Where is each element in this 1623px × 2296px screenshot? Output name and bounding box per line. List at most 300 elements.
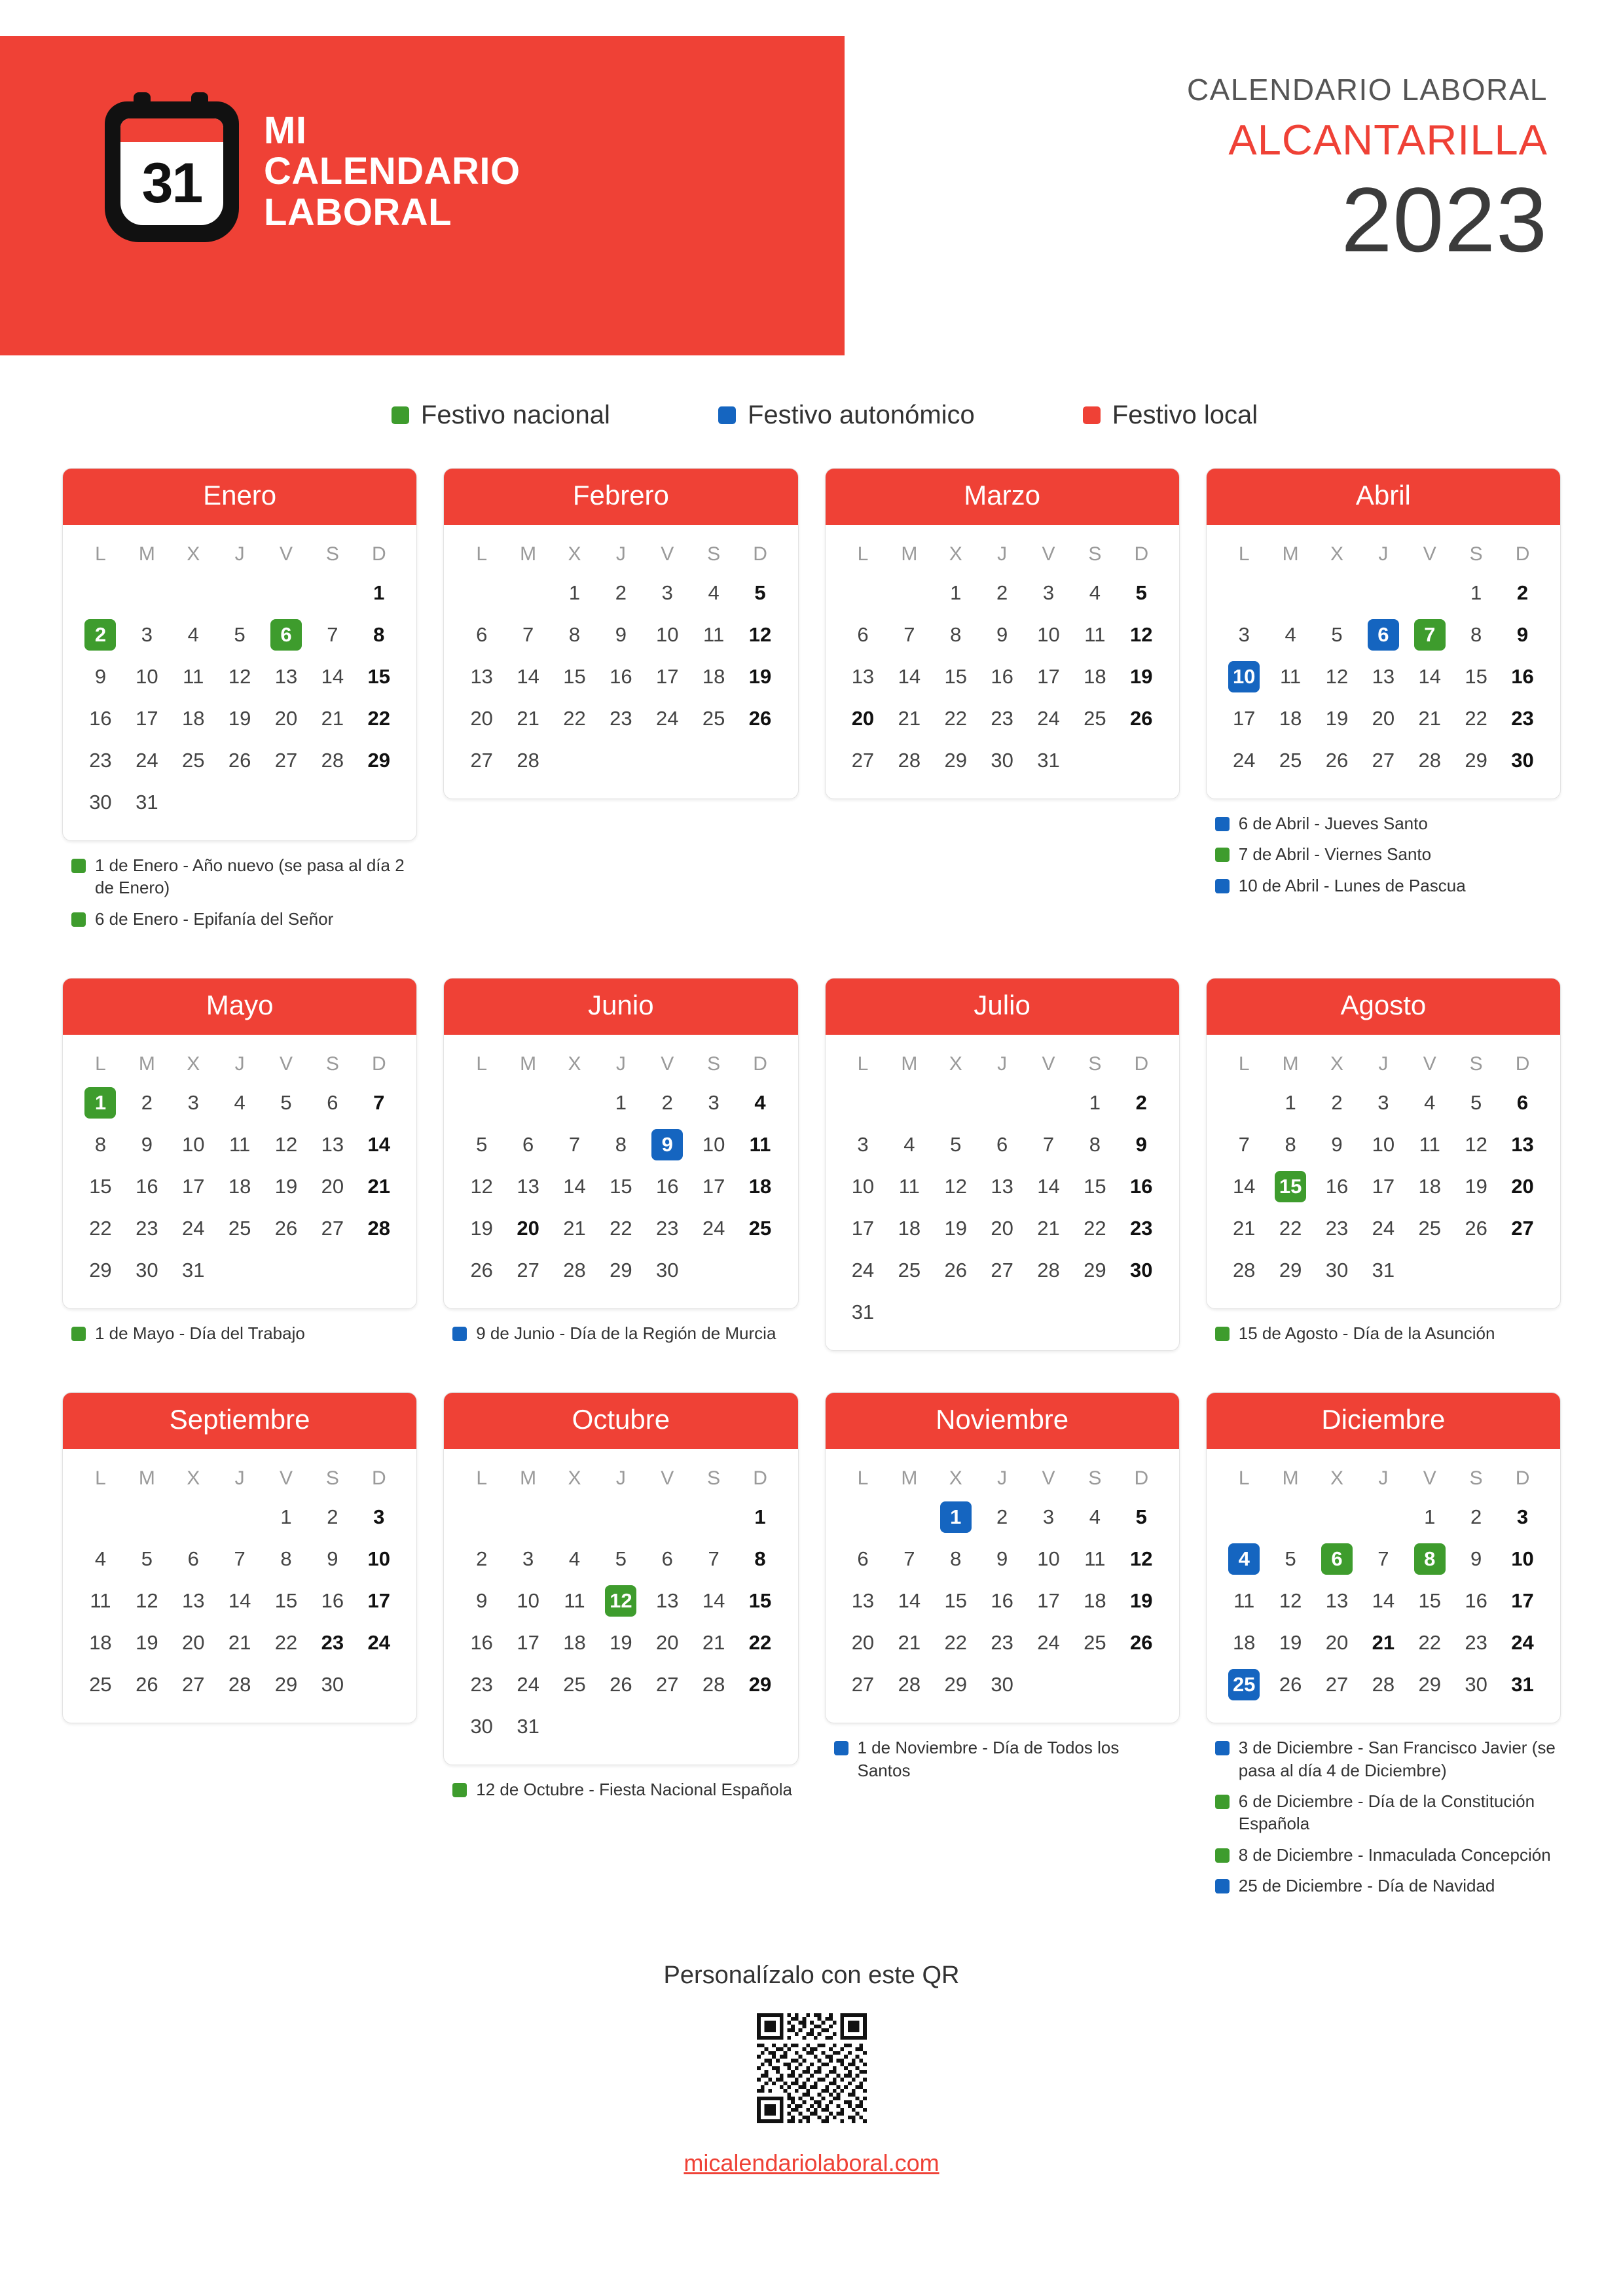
weekday-header: L xyxy=(95,543,106,565)
day-cell xyxy=(1118,1580,1165,1622)
weekday-header: S xyxy=(1088,543,1102,565)
day-cell xyxy=(1072,1580,1118,1622)
day-cell xyxy=(1072,1496,1118,1538)
day-cell xyxy=(1267,1538,1314,1580)
day-cell xyxy=(458,1124,505,1166)
weekday-header: M xyxy=(1282,1467,1299,1490)
day-cell xyxy=(356,572,402,614)
day-cell-empty xyxy=(598,1706,644,1748)
day-number: 22 xyxy=(944,1631,967,1655)
day-cell xyxy=(124,781,170,823)
day-cell xyxy=(1221,1538,1267,1580)
day-cell xyxy=(1267,1208,1314,1249)
day-cell xyxy=(644,698,691,740)
day-number: 10 xyxy=(1372,1132,1395,1156)
day-cell-empty xyxy=(1025,1291,1072,1333)
week-row xyxy=(458,1166,783,1208)
day-number: 25 xyxy=(898,1258,921,1282)
weekday-header: S xyxy=(1469,1467,1483,1490)
weekday-header: V xyxy=(1423,543,1436,565)
day-cell xyxy=(263,1664,310,1706)
day-cell xyxy=(1025,1124,1072,1166)
calendar-icon-inner xyxy=(120,118,223,225)
day-cell xyxy=(840,1538,886,1580)
day-cell xyxy=(979,656,1025,698)
day-cell-empty xyxy=(356,781,402,823)
day-cell xyxy=(170,1124,217,1166)
day-cell-empty xyxy=(1453,1249,1499,1291)
day-number: 5 xyxy=(1470,1090,1482,1114)
day-number: 8 xyxy=(568,623,581,646)
day-cell xyxy=(691,1664,737,1706)
holiday-note-swatch-icon xyxy=(1215,879,1230,893)
weekday-header: M xyxy=(1282,543,1299,565)
day-cell xyxy=(598,1249,644,1291)
day-cell xyxy=(1267,1622,1314,1664)
day-number: 5 xyxy=(476,1132,488,1156)
week-row xyxy=(77,1622,402,1664)
weekday-header: V xyxy=(1042,1467,1055,1490)
day-number: 1 xyxy=(950,581,962,604)
day-cell xyxy=(1453,572,1499,614)
day-cell xyxy=(1118,1208,1165,1249)
weekday-header: M xyxy=(901,1467,918,1490)
day-number: 28 xyxy=(367,1216,391,1240)
brand-line-2: CALENDARIO xyxy=(264,150,520,193)
day-cell xyxy=(1267,614,1314,656)
day-number: 31 xyxy=(136,791,158,814)
day-cell xyxy=(217,698,263,740)
holiday-notes xyxy=(1206,812,1561,897)
days-table xyxy=(458,1045,783,1291)
day-number: 3 xyxy=(661,581,673,604)
day-cell xyxy=(598,1664,644,1706)
day-cell xyxy=(124,1082,170,1124)
legend-label-national: Festivo nacional xyxy=(420,401,610,429)
holiday-note xyxy=(71,908,413,930)
day-number: 10 xyxy=(1037,1547,1060,1571)
weekday-header: D xyxy=(1515,543,1530,565)
weekday-header: V xyxy=(661,1467,674,1490)
days-table xyxy=(840,535,1165,781)
day-cell xyxy=(1314,1580,1360,1622)
holiday-note-text: 9 de Junio - Día de la Región de Murcia xyxy=(476,1323,776,1343)
day-cell xyxy=(1499,698,1546,740)
day-cell-empty xyxy=(691,740,737,781)
day-cell xyxy=(551,1124,598,1166)
day-cell xyxy=(1314,656,1360,698)
day-number: 8 xyxy=(950,623,962,646)
day-number: 28 xyxy=(1372,1673,1395,1696)
holiday-note-text: 12 de Octubre - Fiesta Nacional Española xyxy=(476,1780,792,1800)
day-cell xyxy=(124,1538,170,1580)
weekday-header: J xyxy=(1378,543,1389,565)
day-cell xyxy=(598,572,644,614)
day-number: 26 xyxy=(1130,1631,1153,1655)
day-cell xyxy=(458,1166,505,1208)
holiday-note xyxy=(1215,1790,1557,1835)
weekday-header: D xyxy=(753,1467,767,1490)
week-row xyxy=(77,1082,402,1124)
day-cell-empty xyxy=(263,781,310,823)
day-number: 11 xyxy=(1084,623,1106,646)
day-cell xyxy=(1360,740,1406,781)
calendar-icon-number: 31 xyxy=(141,152,202,215)
legend-swatch-regional-icon xyxy=(718,406,736,424)
day-number: 19 xyxy=(1130,665,1153,688)
day-cell xyxy=(598,1580,644,1622)
day-cell xyxy=(356,740,402,781)
day-cell xyxy=(124,1622,170,1664)
day-number: 29 xyxy=(274,1673,298,1696)
day-number: 19 xyxy=(228,707,251,730)
day-number: 22 xyxy=(367,707,391,730)
day-cell xyxy=(505,1706,551,1748)
day-cell xyxy=(840,1249,886,1291)
day-number: 19 xyxy=(748,665,772,688)
month-block xyxy=(62,1392,417,1905)
day-cell xyxy=(644,1124,691,1166)
day-cell xyxy=(1453,698,1499,740)
header-subtitle: CALENDARIO LABORAL xyxy=(1186,73,1548,107)
day-number: 20 xyxy=(470,707,493,730)
holiday-note-swatch-icon xyxy=(834,1741,848,1755)
week-row xyxy=(1221,698,1546,740)
day-number: 15 xyxy=(944,665,967,688)
week-row xyxy=(458,1124,783,1166)
day-cell-empty xyxy=(505,1496,551,1538)
day-number: 23 xyxy=(470,1673,493,1696)
day-number: 29 xyxy=(610,1258,632,1282)
day-cell xyxy=(691,614,737,656)
weekday-header: M xyxy=(138,543,155,565)
weekday-header-row xyxy=(458,535,783,572)
day-cell xyxy=(1072,1208,1118,1249)
day-cell-empty xyxy=(1118,1664,1165,1706)
holiday-note-text: 25 de Diciembre - Día de Navidad xyxy=(1238,1875,1495,1895)
day-cell-empty xyxy=(170,1496,217,1538)
day-number: 17 xyxy=(181,1174,205,1198)
holiday-note-swatch-icon xyxy=(71,859,86,873)
day-cell xyxy=(691,656,737,698)
month-block xyxy=(1206,978,1561,1353)
day-number: 4 xyxy=(903,1132,915,1156)
day-cell xyxy=(1499,740,1546,781)
day-number: 19 xyxy=(136,1631,158,1655)
day-number: 4 xyxy=(234,1090,246,1114)
day-cell xyxy=(309,1166,356,1208)
day-cell xyxy=(737,1124,784,1166)
day-cell xyxy=(309,1208,356,1249)
day-number: 3 xyxy=(1238,623,1250,646)
day-number: 7 xyxy=(903,623,915,646)
day-cell-empty xyxy=(1025,1082,1072,1124)
week-row xyxy=(77,1580,402,1622)
day-cell xyxy=(263,614,310,656)
day-cell xyxy=(737,572,784,614)
weekday-header: L xyxy=(95,1467,106,1490)
day-cell xyxy=(505,1166,551,1208)
day-number: 13 xyxy=(1325,1589,1349,1613)
day-cell-empty xyxy=(217,1249,263,1291)
day-cell xyxy=(979,1664,1025,1706)
day-cell xyxy=(886,1580,932,1622)
holiday-note-text: 1 de Noviembre - Día de Todos los Santos xyxy=(857,1738,1120,1780)
day-cell xyxy=(598,698,644,740)
day-number: 4 xyxy=(1424,1090,1436,1114)
day-cell xyxy=(1406,1622,1453,1664)
month-card xyxy=(825,978,1180,1351)
week-row xyxy=(458,614,783,656)
day-cell xyxy=(1314,1208,1360,1249)
month-card xyxy=(825,468,1180,799)
weekday-header: X xyxy=(187,1467,200,1490)
day-number: 15 xyxy=(610,1174,632,1198)
day-cell xyxy=(1453,1166,1499,1208)
day-cell xyxy=(1267,740,1314,781)
day-cell xyxy=(932,572,979,614)
month-calendar xyxy=(444,1449,797,1765)
day-number: 22 xyxy=(748,1631,772,1655)
day-number: 31 xyxy=(851,1300,875,1323)
day-cell xyxy=(505,740,551,781)
day-cell xyxy=(1499,1166,1546,1208)
day-cell-empty xyxy=(217,572,263,614)
day-number: 9 xyxy=(1331,1132,1343,1156)
day-cell xyxy=(170,1664,217,1706)
day-number: 24 xyxy=(1511,1631,1534,1655)
day-number: 2 xyxy=(141,1090,153,1114)
day-number: 26 xyxy=(274,1216,298,1240)
day-cell xyxy=(932,1124,979,1166)
day-number: 16 xyxy=(1325,1174,1349,1198)
day-cell xyxy=(505,1538,551,1580)
month-card xyxy=(1206,978,1561,1309)
day-number: 19 xyxy=(1465,1174,1487,1198)
week-row xyxy=(77,656,402,698)
week-row xyxy=(1221,1208,1546,1249)
holiday-notes xyxy=(1206,1736,1561,1897)
day-cell xyxy=(1072,1249,1118,1291)
day-cell xyxy=(1221,1208,1267,1249)
holiday-note-text: 3 de Diciembre - San Francisco Javier (se pasa al día 4 de Diciembre) xyxy=(1238,1738,1556,1780)
day-cell-empty xyxy=(1072,740,1118,781)
day-cell-empty xyxy=(356,1664,402,1706)
weekday-header: D xyxy=(1515,1467,1530,1490)
weekday-header: S xyxy=(325,1467,339,1490)
day-number: 10 xyxy=(1037,623,1060,646)
day-number: 23 xyxy=(1325,1216,1349,1240)
day-number: 1 xyxy=(84,1087,116,1119)
holiday-note-text: 6 de Abril - Jueves Santo xyxy=(1238,814,1428,833)
holiday-note-text: 15 de Agosto - Día de la Asunción xyxy=(1238,1323,1495,1343)
day-cell-empty xyxy=(1025,1664,1072,1706)
day-number: 23 xyxy=(1130,1216,1153,1240)
day-number: 17 xyxy=(1511,1589,1534,1613)
day-number: 16 xyxy=(991,1589,1013,1613)
day-number: 9 xyxy=(615,623,627,646)
day-cell xyxy=(1267,1664,1314,1706)
day-cell xyxy=(1406,1538,1453,1580)
calendar-grid xyxy=(62,468,1561,1945)
week-row xyxy=(77,1208,402,1249)
day-cell xyxy=(979,698,1025,740)
weekday-header: J xyxy=(234,1052,245,1075)
day-cell-empty xyxy=(263,572,310,614)
day-number: 4 xyxy=(1089,581,1101,604)
day-number: 28 xyxy=(898,749,921,772)
weekday-header: X xyxy=(1330,1052,1343,1075)
day-number: 14 xyxy=(228,1589,251,1613)
day-cell xyxy=(505,1622,551,1664)
day-cell xyxy=(886,656,932,698)
day-number: 25 xyxy=(563,1673,586,1696)
day-cell xyxy=(505,614,551,656)
day-cell xyxy=(1360,1538,1406,1580)
days-table xyxy=(1221,535,1546,781)
holiday-note xyxy=(1215,874,1557,897)
holiday-note xyxy=(71,854,413,899)
day-cell xyxy=(932,698,979,740)
weekday-header: S xyxy=(707,543,721,565)
day-cell xyxy=(1406,656,1453,698)
weekday-header: V xyxy=(280,1467,293,1490)
day-number: 16 xyxy=(136,1174,158,1198)
day-cell xyxy=(1267,656,1314,698)
month-title: Marzo xyxy=(826,469,1179,525)
month-block xyxy=(443,468,798,939)
day-number: 4 xyxy=(187,623,199,646)
day-number: 1 xyxy=(754,1505,766,1529)
day-cell xyxy=(1314,740,1360,781)
day-cell-empty xyxy=(124,572,170,614)
day-number: 6 xyxy=(270,619,302,651)
day-number: 4 xyxy=(754,1090,766,1114)
weekday-header: X xyxy=(568,543,581,565)
week-row xyxy=(458,572,783,614)
day-cell xyxy=(263,1124,310,1166)
day-cell xyxy=(691,1580,737,1622)
legend-item-national xyxy=(392,401,610,430)
week-row xyxy=(840,1496,1165,1538)
day-number: 30 xyxy=(89,791,112,814)
holiday-note-text: 10 de Abril - Lunes de Pascua xyxy=(1238,875,1466,895)
day-number: 29 xyxy=(748,1673,772,1696)
day-cell xyxy=(1221,1166,1267,1208)
day-cell xyxy=(644,1664,691,1706)
day-cell xyxy=(1118,656,1165,698)
day-cell xyxy=(458,1538,505,1580)
legend xyxy=(0,401,1623,430)
day-cell xyxy=(1025,1496,1072,1538)
day-number: 11 xyxy=(183,665,204,688)
day-cell-empty xyxy=(458,572,505,614)
weekday-header: J xyxy=(997,1467,1008,1490)
day-cell xyxy=(1221,740,1267,781)
legend-item-local xyxy=(1083,401,1258,430)
day-cell xyxy=(1025,1538,1072,1580)
day-number: 16 xyxy=(1465,1589,1487,1613)
month-calendar xyxy=(1207,1449,1560,1723)
day-cell xyxy=(644,1580,691,1622)
header-year: 2023 xyxy=(1341,168,1548,271)
day-number: 12 xyxy=(274,1132,298,1156)
day-cell xyxy=(217,1580,263,1622)
qr-title: Personalízalo con este QR xyxy=(663,1962,960,1990)
day-cell xyxy=(1499,1664,1546,1706)
month-calendar xyxy=(444,1035,797,1308)
day-cell-empty xyxy=(840,1496,886,1538)
day-number: 18 xyxy=(228,1174,251,1198)
day-number: 18 xyxy=(702,665,725,688)
day-cell xyxy=(124,1249,170,1291)
day-number: 2 xyxy=(996,1505,1008,1529)
day-number: 25 xyxy=(89,1673,112,1696)
month-card xyxy=(825,1392,1180,1723)
day-cell-empty xyxy=(1118,740,1165,781)
weekday-header: X xyxy=(187,543,200,565)
day-cell xyxy=(979,1580,1025,1622)
day-cell xyxy=(356,614,402,656)
day-cell xyxy=(458,1580,505,1622)
day-cell xyxy=(1072,656,1118,698)
day-cell xyxy=(263,1538,310,1580)
day-number: 10 xyxy=(1228,661,1260,692)
day-number: 8 xyxy=(754,1547,766,1571)
holiday-notes xyxy=(62,1322,417,1344)
day-cell xyxy=(1072,572,1118,614)
day-number: 5 xyxy=(615,1547,627,1571)
day-cell xyxy=(1072,1166,1118,1208)
weekday-header: L xyxy=(476,543,488,565)
day-number: 18 xyxy=(1084,1589,1106,1613)
weekday-header: L xyxy=(476,1467,488,1490)
day-cell xyxy=(77,614,124,656)
weekday-header-row xyxy=(1221,535,1546,572)
day-cell xyxy=(551,1208,598,1249)
day-number: 15 xyxy=(748,1589,772,1613)
day-number: 2 xyxy=(661,1090,673,1114)
day-number: 26 xyxy=(470,1258,493,1282)
day-cell-empty xyxy=(1267,572,1314,614)
day-cell xyxy=(1406,1208,1453,1249)
website-link[interactable]: micalendariolaboral.com xyxy=(684,2149,939,2177)
day-cell xyxy=(1360,1249,1406,1291)
week-row xyxy=(840,698,1165,740)
day-cell xyxy=(737,656,784,698)
weekday-header: L xyxy=(857,543,869,565)
weekday-header-row xyxy=(1221,1045,1546,1082)
day-number: 20 xyxy=(1511,1174,1534,1198)
week-row xyxy=(840,1664,1165,1706)
day-cell xyxy=(77,1249,124,1291)
day-number: 24 xyxy=(656,707,679,730)
day-cell xyxy=(356,1166,402,1208)
day-number: 22 xyxy=(1279,1216,1302,1240)
day-cell xyxy=(309,656,356,698)
day-cell xyxy=(644,1622,691,1664)
day-number: 14 xyxy=(898,1589,921,1613)
day-cell-empty xyxy=(979,1082,1025,1124)
day-cell xyxy=(505,698,551,740)
day-number: 12 xyxy=(470,1174,493,1198)
day-cell xyxy=(1360,656,1406,698)
day-cell xyxy=(1360,1208,1406,1249)
day-cell xyxy=(124,1580,170,1622)
day-cell xyxy=(1453,1208,1499,1249)
day-cell xyxy=(644,1538,691,1580)
day-number: 30 xyxy=(321,1673,344,1696)
